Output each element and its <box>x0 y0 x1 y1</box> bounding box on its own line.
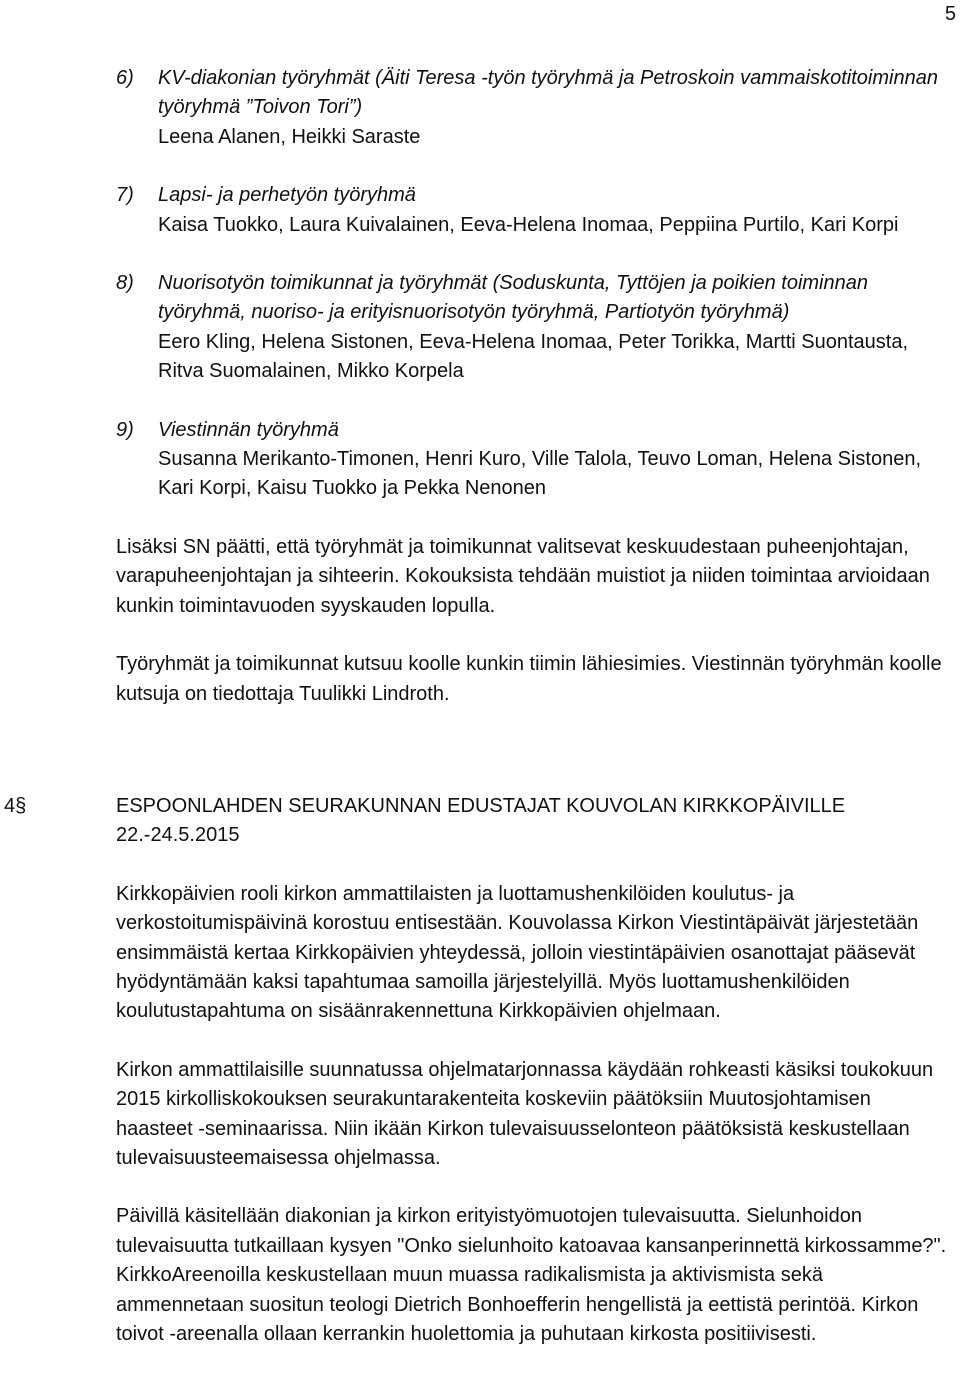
section-body <box>0 880 952 1350</box>
section-paragraph: Päivillä käsitellään diakonian ja kirkon erityistyömuotojen tulevaisuutta. Sielunhoidon tulevaisuutta tutkaillaan kysyen "Onko sielunhoito katoavaa kansanperinnettä kirkossamme?". KirkkoAreenoilla keskustellaan muun muassa radikalismista ja aktivismista sekä ammennetaan suositun teologi Dietrich Bonhoefferin hengellistä ja eettistä perintöä. Kirkon toivot -areenalla ollaan kerrankin huolettomia ja puhutaan kirkosta positiivisesti. <box>116 1205 947 1346</box>
list-item-names: Eero Kling, Helena Sistonen, Eeva-Helena Inomaa, Peter Torikka, Martti Suontausta, Ritva Suomalainen, Mikko Korpela <box>158 330 909 383</box>
page-number: 5 <box>944 3 956 25</box>
list-item-names: Kaisa Tuokko, Laura Kuivalainen, Eeva-Helena Inomaa, Peppiina Purtilo, Kari Korpi <box>158 213 899 236</box>
list-item-number: 7) <box>116 184 134 207</box>
document-body <box>116 64 952 738</box>
list-item-8 <box>116 269 952 387</box>
list-item-6 <box>116 64 952 152</box>
list-item-title: Viestinnän työryhmä <box>158 418 339 441</box>
list-item-title: KV-diakonian työryhmät (Äiti Teresa -työn työryhmä ja Petroskoin vammaiskotitoiminnan työryhmä ”Toivon Tori”) <box>158 67 938 119</box>
paragraph-working-groups: Lisäksi SN päätti, että työryhmät ja toimikunnat valitsevat keskuudestaan puheenjohtajan, varapuheenjohtajan ja sihteerin. Kokouksista tehdään muistiot ja niiden toimintaa arvioidaan kunkin toimintavuoden syyskauden lopulla. <box>116 535 930 617</box>
section-heading <box>0 792 952 851</box>
list-item-names: Susanna Merikanto-Timonen, Henri Kuro, Ville Talola, Teuvo Loman, Helena Sistonen, Kari Korpi, Kaisu Tuokko ja Pekka Nenonen <box>158 448 922 500</box>
list-item-number: 9) <box>116 418 134 441</box>
section-paragraph: Kirkkopäivien rooli kirkon ammattilaisten ja luottamushenkilöiden koulutus- ja verkostoitumispäivinä korostuu entisestään. Kouvolassa Kirkon Viestintäpäivät järjestetään ensimmäistä kertaa Kirkkopäivien yhteydessä, jolloin viestintäpäivien osanottajat pääsevät hyödyntämään kaksi tapahtumaa samoilla järjestelyillä. Myös luottamushenkilöiden koulutustapahtuma on sisäänrakennettuna Kirkkopäivien ohjelmaan. <box>116 882 919 1023</box>
list-item-number: 8) <box>116 272 134 295</box>
list-item-title: Lapsi- ja perhetyön työryhmä <box>158 184 416 207</box>
list-item-9 <box>116 416 952 504</box>
section-title: ESPOONLAHDEN SEURAKUNNAN EDUSTAJAT KOUVOLAN KIRKKOPÄIVILLE 22.-24.5.2015 <box>116 795 846 847</box>
list-item-number: 6) <box>116 67 134 89</box>
section-number: 4§ <box>4 795 27 817</box>
list-item-7 <box>116 181 952 240</box>
section-4 <box>0 792 952 1379</box>
list-item-title: Nuorisotyön toimikunnat ja työryhmät (Soduskunta, Tyttöjen ja poikien toiminnan työryhmä, nuoriso- ja erityisnuorisotyön työryhmä, Partiotyön työryhmä) <box>158 272 868 324</box>
list-item-names: Leena Alanen, Heikki Saraste <box>158 125 421 148</box>
section-paragraph: Kirkon ammattilaisille suunnatussa ohjelmatarjonnassa käydään rohkeasti käsiksi toukokuun 2015 kirkolliskokouksen seurakuntarakenteita koskeviin päätöksiin Muutosjohtamisen haasteet -seminaarissa. Niin ikään Kirkon tulevaisuusselonteon päätöksistä keskustellaan tulevaisuusteemaisessa ohjelmassa. <box>116 1058 934 1170</box>
paragraph-convening: Työryhmät ja toimikunnat kutsuu koolle kunkin tiimin lähiesimies. Viestinnän työryhmän koolle kutsuja on tiedottaja Tuulikki Lindroth. <box>116 653 942 705</box>
